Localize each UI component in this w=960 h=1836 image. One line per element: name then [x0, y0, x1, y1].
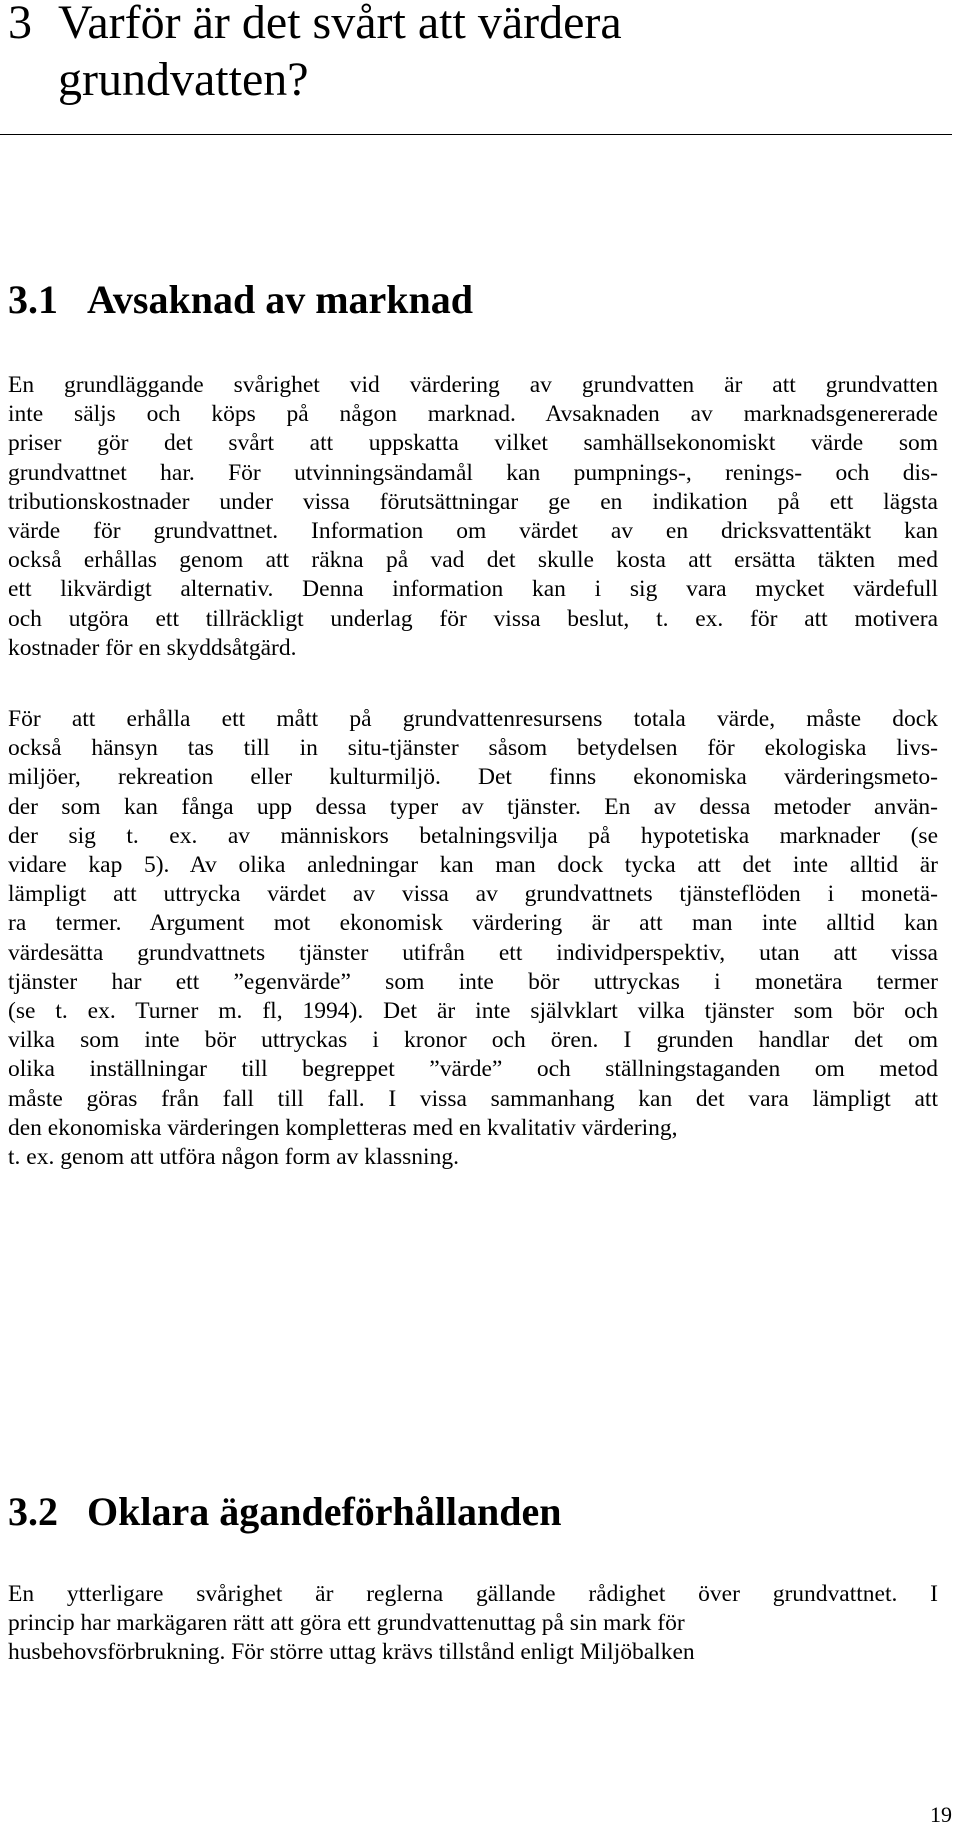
text-line: tjänster har ett ”egenvärde” som inte bör uttryckas i monetära termer: [8, 968, 938, 995]
chapter-title-line: Varför är det svårt att värdera: [58, 0, 622, 49]
text-line: En ytterligare svårighet är reglerna gällande rådighet över grundvattnet. I: [8, 1581, 938, 1607]
text-line: också erhållas genom att räkna på vad det skulle kosta att ersätta täkten med: [8, 547, 938, 574]
text-line: lämpligt att uttrycka värdet av vissa av grundvattnets tjänsteflöden i monetä-: [8, 881, 938, 908]
text-line: tributionskostnader under vissa förutsättningar ge en indikation på ett lägsta: [8, 488, 938, 515]
text-line: den ekonomiska värderingen kompletteras med en kvalitativ värdering,: [8, 1114, 678, 1141]
section-heading-3-1: [8, 276, 473, 324]
text-line: värdesätta grundvattnets tjänster utifrån ett individperspektiv, utan att vissa: [8, 939, 938, 966]
text-line: miljöer, rekreation eller kulturmiljö. Det finns ekonomiska värderingsmeto-: [8, 764, 938, 791]
text-line: der som kan fånga upp dessa typer av tjänster. En av dessa metoder använ-: [8, 793, 938, 820]
text-line: (se t. ex. Turner m. fl, 1994). Det är inte självklart vilka tjänster som bör och: [8, 998, 938, 1025]
text-line: också hänsyn tas till in situ-tjänster såsom betydelsen för ekologiska livs-: [8, 735, 938, 762]
paragraph-ownership: [8, 1580, 938, 1668]
text-line: der sig t. ex. av människors betalningsvilja på hypotetiska marknader (se: [8, 822, 938, 849]
paragraph-market-absence: [8, 371, 938, 663]
text-line: ett likvärdigt alternativ. Denna information kan i sig vara mycket värdefull: [8, 576, 938, 603]
text-line: och utgöra ett tillräckligt underlag för vissa beslut, t. ex. för att motivera: [8, 605, 938, 632]
chapter-divider: [0, 134, 952, 135]
section-number: 3.2: [8, 1489, 58, 1534]
paragraph-total-value: [8, 705, 938, 1172]
text-line: princip har markägaren rätt att göra ett grundvattenuttag på sin mark för: [8, 1610, 685, 1637]
text-line: grundvattnet har. För utvinningsändamål kan pumpnings-, renings- och dis-: [8, 459, 938, 486]
text-line: husbehovsförbrukning. För större uttag krävs tillstånd enligt Miljöbalken: [8, 1639, 695, 1666]
section-heading-3-2: [8, 1488, 562, 1536]
text-line: ra termer. Argument mot ekonomisk värdering är att man inte alltid kan: [8, 910, 938, 937]
text-line: olika inställningar till begreppet ”värde” och ställningstaganden om metod: [8, 1056, 938, 1083]
section-title: Oklara ägandeförhållanden: [87, 1489, 562, 1534]
text-line: priser gör det svårt att uppskatta vilket samhällsekonomiskt värde som: [8, 430, 938, 457]
text-line: För att erhålla ett mått på grundvattenresursens totala värde, måste dock: [8, 706, 938, 732]
text-line: kostnader för en skyddsåtgärd.: [8, 634, 297, 661]
text-line: vidare kap 5). Av olika anledningar kan man dock tycka att det inte alltid är: [8, 852, 938, 879]
chapter-title-text: [58, 0, 622, 108]
text-line: inte säljs och köps på någon marknad. Avsaknaden av marknadsgenererade: [8, 401, 938, 428]
chapter-number: 3: [8, 0, 32, 49]
text-line: värde för grundvattnet. Information om värdet av en dricksvattentäkt kan: [8, 518, 938, 545]
text-line: t. ex. genom att utföra någon form av klassning.: [8, 1144, 459, 1171]
page-number: 19: [930, 1802, 952, 1827]
section-title: Avsaknad av marknad: [87, 277, 474, 322]
chapter-title-line: grundvatten?: [58, 53, 309, 106]
section-number: 3.1: [8, 277, 58, 322]
text-line: En grundläggande svårighet vid värdering av grundvatten är att grundvatten: [8, 372, 938, 398]
chapter-title: [8, 0, 948, 108]
text-line: vilka som inte bör uttryckas i kronor och ören. I grunden handlar det om: [8, 1027, 938, 1054]
text-line: måste göras från fall till fall. I vissa sammanhang kan det vara lämpligt att: [8, 1085, 938, 1112]
